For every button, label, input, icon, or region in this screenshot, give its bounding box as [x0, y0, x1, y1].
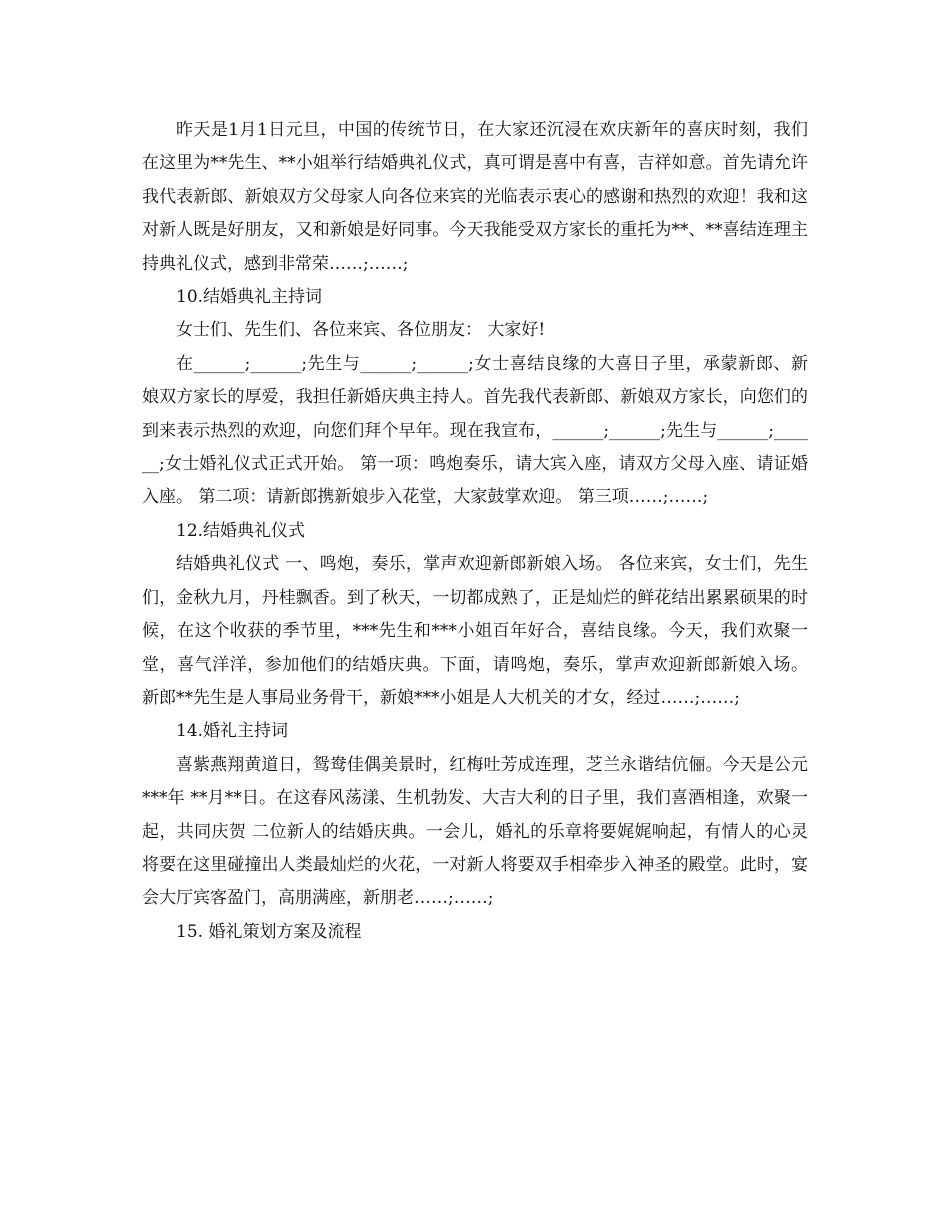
paragraph-new-year-intro: 昨天是1月1日元旦，中国的传统节日，在大家还沉浸在欢庆新年的喜庆时刻，我们在这里为**先生、**小姐举行结婚典礼仪式，真可谓是喜中有喜，吉祥如意。首先请允许我代表新郎、新娘双方父母家人向各位来宾的光临表示衷心的感谢和热烈的欢迎！我和这对新人既是好朋友，又和新娘是好同事。今天我能受双方家长的重托为**、**喜结连理主持典礼仪式，感到非常荣……;……;: [142, 120, 808, 274]
section-heading-12: 12.结婚典礼仪式: [176, 520, 306, 541]
paragraph-ceremony-program: 在______;______;先生与______;______;女士喜结良缘的大喜日子里，承蒙新郎、新娘双方家长的厚爱，我担任新婚庆典主持人。首先我代表新郎、新娘双方家长，向您们的到来表示热烈的欢迎，向您们拜个早年。现在我宣布，______;______;先生与______;______;女士婚礼仪式正式开始。 第一项：鸣炮奏乐，请大宾入座，请双方父母入座、请证婚入座。 第二项：请新郎携新娘步入花堂，大家鼓掌欢迎。 第三项……;……;: [142, 353, 808, 508]
paragraph-autumn-ceremony: 结婚典礼仪式 一、鸣炮，奏乐，掌声欢迎新郎新娘入场。 各位来宾，女士们，先生们，金秋九月，丹桂飘香。到了秋天，一切都成熟了，正是灿烂的鲜花结出累累硕果的时候，在这个收获的季节里，***先生和***小姐百年好合，喜结良缘。今天，我们欢聚一堂，喜气洋洋，参加他们的结婚庆典。下面，请鸣炮，奏乐，掌声欢迎新郎新娘入场。 新郎**先生是人事局业务骨干，新娘***小姐是人大机关的才女，经过……;……;: [142, 554, 808, 708]
paragraph-host-speech: 喜紫燕翔黄道日，鸳鸯佳偶美景时，红梅吐芳成连理，芝兰永谐结伉俪。今天是公元***年 **月**日。在这春风荡漾、生机勃发、大吉大利的日子里，我们喜酒相逢，欢聚一起，共同庆贺 二位新人的结婚庆典。一会儿，婚礼的乐章将要娓娓响起，有情人的心灵将要在这里碰撞出人类最灿烂的火花，一对新人将要双手相牵步入神圣的殿堂。此时，宴会大厅宾客盈门，高朋满座，新朋老……;……;: [142, 754, 808, 909]
paragraph-greeting: 女士们、先生们、各位来宾、各位朋友： 大家好!: [176, 320, 546, 341]
document-body: [142, 114, 808, 949]
section-heading-14: 14.婚礼主持词: [176, 721, 289, 742]
section-heading-15: 15. 婚礼策划方案及流程: [176, 921, 362, 942]
section-heading-10: 10.结婚典礼主持词: [176, 287, 323, 308]
